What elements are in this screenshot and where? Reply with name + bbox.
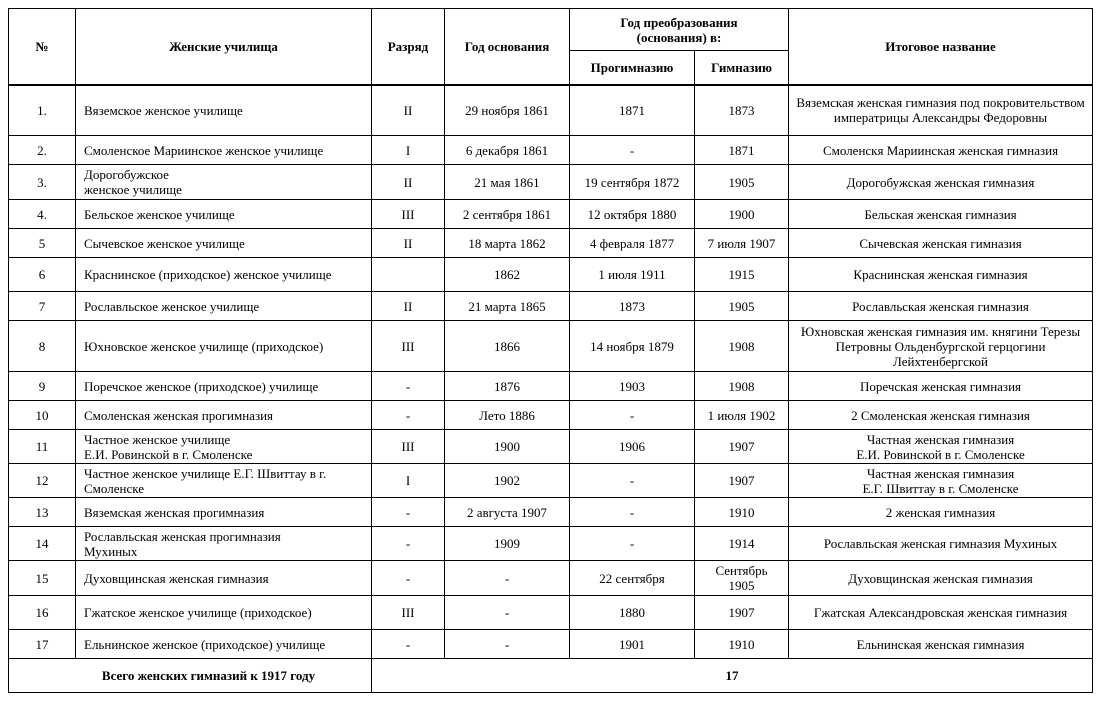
school-name: Сычевское женское училище (76, 229, 372, 258)
table-row (9, 527, 1093, 561)
header-rank: Разряд (372, 9, 445, 85)
final-name-cell: Рославльская женская гимназия Мухиных (789, 527, 1093, 561)
rank-cell: - (372, 401, 445, 430)
table-row (9, 464, 1093, 498)
rank-cell: III (372, 200, 445, 229)
header-school: Женские училища (76, 9, 372, 85)
rank-cell: III (372, 321, 445, 372)
gymnasium-cell: 1915 (695, 258, 789, 292)
row-number: 7 (9, 292, 76, 321)
table-row (9, 200, 1093, 229)
row-number: 11 (9, 430, 76, 464)
progymnasium-cell: 1903 (570, 372, 695, 401)
founded-cell: 6 декабря 1861 (445, 136, 570, 165)
gymnasium-cell: 1910 (695, 630, 789, 659)
founded-cell: 2 сентября 1861 (445, 200, 570, 229)
rank-cell (372, 258, 445, 292)
progymnasium-cell: - (570, 464, 695, 498)
school-name: Духовщинская женская гимназия (76, 561, 372, 596)
progymnasium-cell: 1873 (570, 292, 695, 321)
row-number: 9 (9, 372, 76, 401)
founded-cell: 21 мая 1861 (445, 165, 570, 200)
row-number: 12 (9, 464, 76, 498)
progymnasium-cell: 14 ноября 1879 (570, 321, 695, 372)
gymnasium-cell: 1905 (695, 292, 789, 321)
gymnasium-cell: 1908 (695, 372, 789, 401)
school-name: Рославльское женское училище (76, 292, 372, 321)
final-name-cell: Частная женская гимназия Е.Г. Швиттау в г. Смоленске (789, 464, 1093, 498)
final-name-cell: Бельская женская гимназия (789, 200, 1093, 229)
header-final-name: Итоговое название (789, 9, 1093, 85)
founded-cell: - (445, 561, 570, 596)
final-name-cell: Частная женская гимназия Е.И. Ровинской в г. Смоленске (789, 430, 1093, 464)
table-row (9, 136, 1093, 165)
table-row (9, 430, 1093, 464)
school-name: Смоленская женская прогимназия (76, 401, 372, 430)
gymnasium-cell: 1900 (695, 200, 789, 229)
gymnasium-cell: 1907 (695, 596, 789, 630)
final-name-cell: Сычевская женская гимназия (789, 229, 1093, 258)
school-name: Поречское женское (приходское) училище (76, 372, 372, 401)
final-name-cell: Вяземская женская гимназия под покровительством императрицы Александры Федоровны (789, 85, 1093, 136)
school-name: Частное женское училище Е.Г. Швиттау в г. Смоленске (76, 464, 372, 498)
gymnasium-cell: 1907 (695, 464, 789, 498)
founded-cell: 1900 (445, 430, 570, 464)
final-name-cell: 2 женская гимназия (789, 498, 1093, 527)
progymnasium-cell: 12 октября 1880 (570, 200, 695, 229)
school-name: Юхновское женское училище (приходское) (76, 321, 372, 372)
founded-cell: 21 марта 1865 (445, 292, 570, 321)
founded-cell: - (445, 596, 570, 630)
final-name-cell: Дорогобужская женская гимназия (789, 165, 1093, 200)
gymnasium-cell: 1907 (695, 430, 789, 464)
progymnasium-cell: - (570, 136, 695, 165)
table-row (9, 292, 1093, 321)
founded-cell: 2 августа 1907 (445, 498, 570, 527)
row-number: 13 (9, 498, 76, 527)
founded-cell: - (445, 630, 570, 659)
row-number: 8 (9, 321, 76, 372)
footer-total: 17 (372, 659, 1093, 693)
progymnasium-cell: 1880 (570, 596, 695, 630)
gymnasium-cell: Сентябрь 1905 (695, 561, 789, 596)
rank-cell: II (372, 85, 445, 136)
rank-cell: - (372, 630, 445, 659)
row-number: 10 (9, 401, 76, 430)
table-row (9, 85, 1093, 136)
rank-cell: III (372, 430, 445, 464)
table-row (9, 596, 1093, 630)
rank-cell: II (372, 229, 445, 258)
final-name-cell: Краснинская женская гимназия (789, 258, 1093, 292)
school-name: Смоленское Мариинское женское училище (76, 136, 372, 165)
gymnasium-cell: 7 июля 1907 (695, 229, 789, 258)
rank-cell: - (372, 372, 445, 401)
row-number: 4. (9, 200, 76, 229)
school-name: Дорогобужское женское училище (76, 165, 372, 200)
row-number: 16 (9, 596, 76, 630)
gymnasium-cell: 1905 (695, 165, 789, 200)
gymnasium-table (8, 8, 1093, 693)
header-gymnasium: Гимназию (695, 51, 789, 85)
table-row (9, 165, 1093, 200)
school-name: Ельнинское женское (приходское) училище (76, 630, 372, 659)
row-number: 5 (9, 229, 76, 258)
header-founded: Год основания (445, 9, 570, 85)
founded-cell: 1862 (445, 258, 570, 292)
rank-cell: - (372, 561, 445, 596)
progymnasium-cell: 19 сентября 1872 (570, 165, 695, 200)
header-transform: Год преобразования (основания) в: (570, 9, 789, 51)
rank-cell: I (372, 464, 445, 498)
rank-cell: I (372, 136, 445, 165)
header-progymnasium: Прогимназию (570, 51, 695, 85)
progymnasium-cell: 1 июля 1911 (570, 258, 695, 292)
final-name-cell: Ельнинская женская гимназия (789, 630, 1093, 659)
school-name: Вяземская женская прогимназия (76, 498, 372, 527)
founded-cell: 1902 (445, 464, 570, 498)
final-name-cell: Поречская женская гимназия (789, 372, 1093, 401)
founded-cell: 18 марта 1862 (445, 229, 570, 258)
founded-cell: 1876 (445, 372, 570, 401)
school-name: Частное женское училище Е.И. Ровинской в г. Смоленске (76, 430, 372, 464)
school-name: Рославльская женская прогимназия Мухиных (76, 527, 372, 561)
progymnasium-cell: 1906 (570, 430, 695, 464)
row-number: 2. (9, 136, 76, 165)
row-number: 6 (9, 258, 76, 292)
table-row (9, 561, 1093, 596)
gymnasium-cell: 1871 (695, 136, 789, 165)
progymnasium-cell: 1871 (570, 85, 695, 136)
founded-cell: Лето 1886 (445, 401, 570, 430)
final-name-cell: 2 Смоленская женская гимназия (789, 401, 1093, 430)
header-number: № (9, 9, 76, 85)
row-number: 17 (9, 630, 76, 659)
table-row (9, 321, 1093, 372)
row-number: 15 (9, 561, 76, 596)
progymnasium-cell: - (570, 527, 695, 561)
gymnasium-cell: 1910 (695, 498, 789, 527)
final-name-cell: Юхновская женская гимназия им. княгини Терезы Петровны Ольденбургской герцогини Лейхтенбергской (789, 321, 1093, 372)
progymnasium-cell: - (570, 401, 695, 430)
table-row (9, 401, 1093, 430)
school-name: Бельское женское училище (76, 200, 372, 229)
gymnasium-cell: 1873 (695, 85, 789, 136)
final-name-cell: Гжатская Александровская женская гимназия (789, 596, 1093, 630)
school-name: Краснинское (приходское) женское училище (76, 258, 372, 292)
rank-cell: II (372, 292, 445, 321)
row-number: 14 (9, 527, 76, 561)
founded-cell: 1909 (445, 527, 570, 561)
gymnasium-cell: 1908 (695, 321, 789, 372)
gymnasium-cell: 1 июля 1902 (695, 401, 789, 430)
progymnasium-cell: - (570, 498, 695, 527)
table-row (9, 258, 1093, 292)
founded-cell: 1866 (445, 321, 570, 372)
founded-cell: 29 ноября 1861 (445, 85, 570, 136)
table-row (9, 372, 1093, 401)
final-name-cell: Смоленскя Мариинская женская гимназия (789, 136, 1093, 165)
gymnasium-cell: 1914 (695, 527, 789, 561)
row-number: 3. (9, 165, 76, 200)
school-name: Гжатское женское училище (приходское) (76, 596, 372, 630)
rank-cell: III (372, 596, 445, 630)
school-name: Вяземское женское училище (76, 85, 372, 136)
row-number: 1. (9, 85, 76, 136)
progymnasium-cell: 4 февраля 1877 (570, 229, 695, 258)
progymnasium-cell: 1901 (570, 630, 695, 659)
final-name-cell: Рославльская женская гимназия (789, 292, 1093, 321)
table-row (9, 498, 1093, 527)
final-name-cell: Духовщинская женская гимназия (789, 561, 1093, 596)
footer-label: Всего женских гимназий к 1917 году (9, 659, 372, 693)
table-row (9, 229, 1093, 258)
rank-cell: - (372, 527, 445, 561)
rank-cell: - (372, 498, 445, 527)
progymnasium-cell: 22 сентября (570, 561, 695, 596)
table-row (9, 630, 1093, 659)
rank-cell: II (372, 165, 445, 200)
